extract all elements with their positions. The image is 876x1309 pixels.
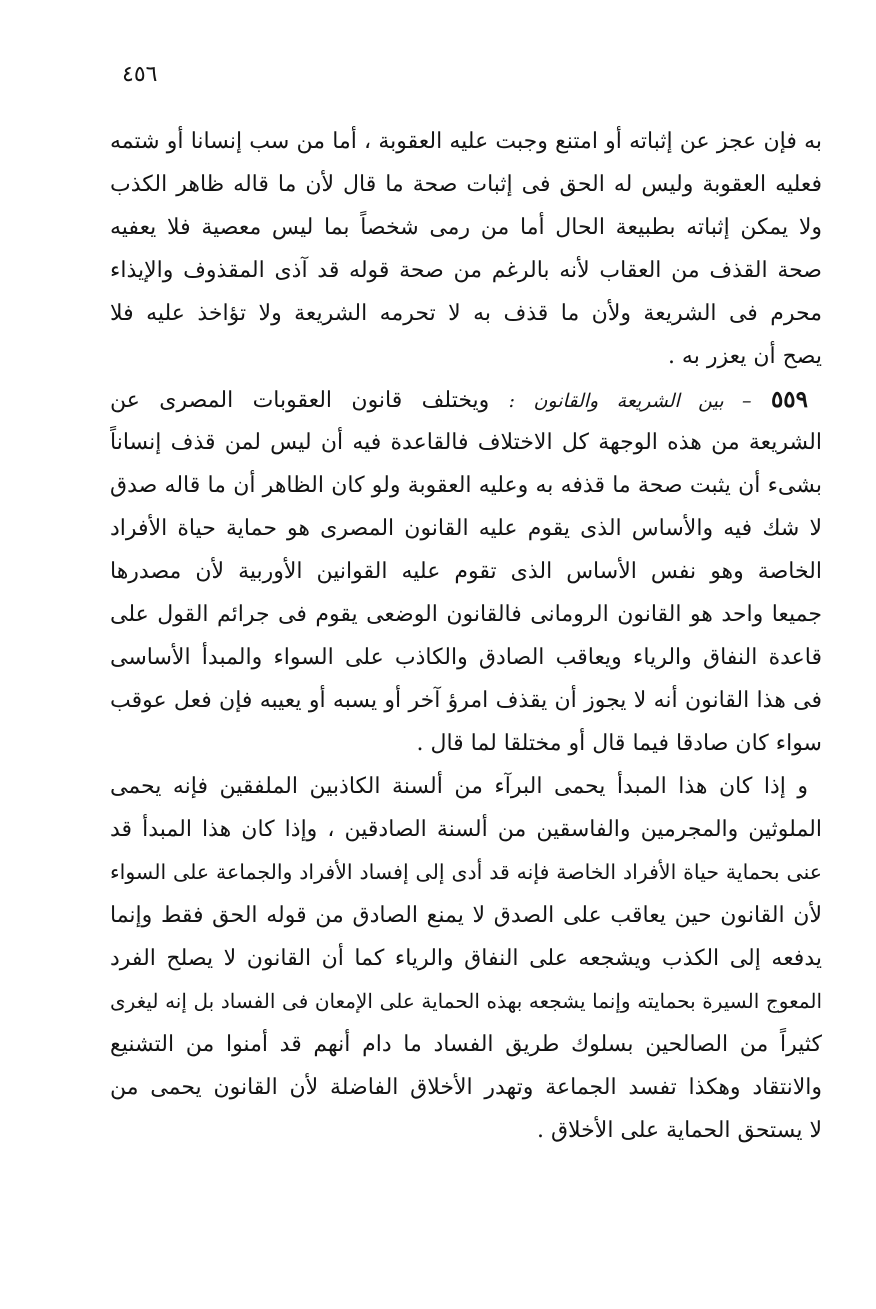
text-line: فعليه العقوبة وليس له الحق فى إثبات صحة ما قال لأن ما قاله ظاهر الكذب — [110, 172, 822, 197]
text-line: ولا يمكن إثباته بطبيعة الحال أما من رمى شخصاً بما ليس معصية فلا يعفيه — [110, 215, 822, 240]
section-first-line-text: ويختلف قانون العقوبات المصرى عن — [110, 388, 490, 413]
text-line: والانتقاد وهكذا تفسد الجماعة وتهدر الأخلاق الفاضلة لأن القانون يحمى من — [110, 1075, 822, 1100]
section-title: – بين الشريعة والقانون : — [508, 390, 752, 412]
body-text — [110, 120, 822, 1152]
paragraph-2 — [110, 378, 822, 765]
text-line: و إذا كان هذا المبدأ يحمى البرآء من ألسنة الكاذبين الملفقين فإنه يحمى — [110, 774, 808, 799]
page-number: ٤٥٦ — [122, 62, 158, 87]
section-number: ٥٥٩ — [770, 386, 808, 413]
text-line: عنى بحماية حياة الأفراد الخاصة فإنه قد أدى إلى إفساد الأفراد والجماعة على السواء — [110, 860, 822, 884]
text-line: لأن القانون حين يعاقب على الصدق لا يمنع الصادق من قوله الحق فقط وإنما — [110, 903, 822, 928]
text-line: فى هذا القانون أنه لا يجوز أن يقذف امرؤ آخر أو يسبه أو يعيبه فإن فعل عوقب — [110, 688, 822, 713]
text-line: لا شك فيه والأساس الذى يقوم عليه القانون المصرى هو حماية حياة الأفراد — [110, 516, 822, 541]
text-line: سواء كان صادقا فيما قال أو مختلقا لما قال . — [416, 731, 822, 756]
text-line: المعوج السيرة بحمايته وإنما يشجعه بهذه الحماية على الإمعان فى الفساد بل إنه ليغرى — [110, 989, 822, 1013]
text-line: كثيراً من الصالحين بسلوك طريق الفساد ما دام أنهم قد أمنوا من التشنيع — [110, 1032, 822, 1057]
text-line: الملوثين والمجرمين والفاسقين من ألسنة الصادقين ، وإذا كان هذا المبدأ قد — [110, 817, 822, 842]
text-line: قاعدة النفاق والرياء ويعاقب الصادق والكاذب على السواء والمبدأ الأساسى — [110, 645, 822, 670]
section-heading-line — [110, 378, 822, 421]
text-line: به فإن عجز عن إثباته أو امتنع وجبت عليه العقوبة ، أما من سب إنسانا أو شتمه — [110, 129, 822, 154]
text-line: بشىء أن يثبت صحة ما قذفه به وعليه العقوبة ولو كان الظاهر أن ما قاله صدق — [110, 473, 822, 498]
text-line: لا يستحق الحماية على الأخلاق . — [536, 1118, 822, 1143]
text-line: محرم فى الشريعة ولأن ما قذف به لا تحرمه الشريعة ولا تؤاخذ عليه فلا — [110, 301, 822, 326]
text-line: الشريعة من هذه الوجهة كل الاختلاف فالقاعدة فيه أن ليس لمن قذف إنساناً — [110, 430, 822, 455]
text-line: صحة القذف من العقاب لأنه بالرغم من صحة قوله قد آذى المقذوف والإيذاء — [110, 258, 822, 283]
text-line: الخاصة وهو نفس الأساس الذى تقوم عليه القوانين الأوربية لأن مصدرها — [110, 559, 822, 584]
paragraph-1 — [110, 120, 822, 378]
text-line: يصح أن يعزر به . — [667, 344, 822, 369]
text-line: جميعا واحد هو القانون الرومانى فالقانون الوضعى يقوم فى جرائم القول على — [110, 602, 822, 627]
text-line: يدفعه إلى الكذب ويشجعه على النفاق والرياء كما أن القانون لا يصلح الفرد — [110, 946, 822, 971]
paragraph-3 — [110, 765, 822, 1152]
